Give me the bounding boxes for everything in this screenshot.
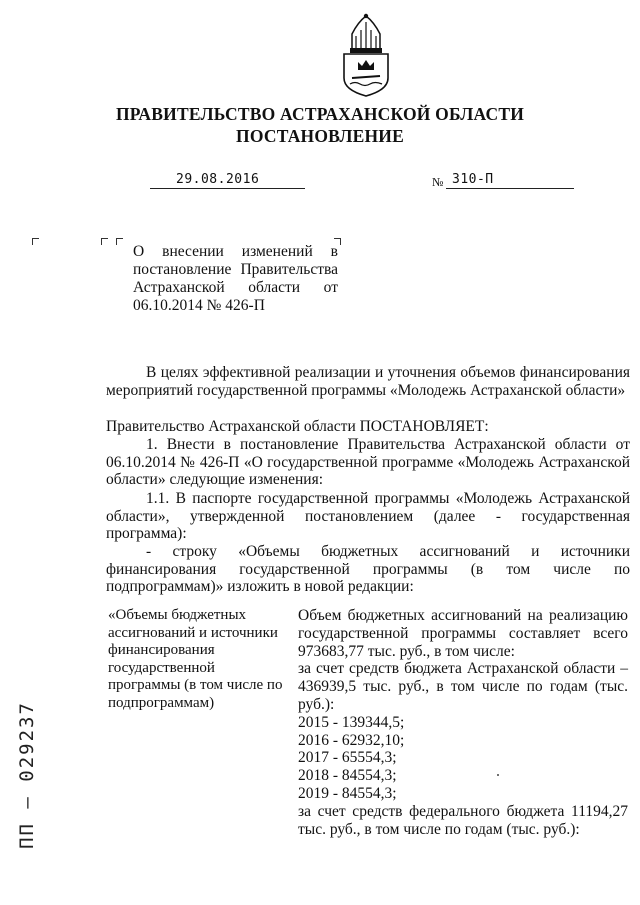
resolves-paragraph: Правительство Астраханской области ПОСТАНОВЛЯЕТ: [106,418,489,435]
funding-year: 2017 - 65554,3; [298,749,397,767]
funding-year: 2018 - 84554,3; [298,767,397,785]
preamble-paragraph: В целях эффективной реализации и уточнения объемов финансирования мероприятий государственной программы «Молодежь Астраханской области» [106,364,630,399]
number-label: № [432,175,444,189]
corner-mark [116,238,123,245]
funding-year: 2016 - 62932,10; [298,731,405,749]
item-1-paragraph: 1. Внести в постановление Правительства Астраханской области от 06.10.2014 № 426-П «О государственной программе «Молодежь Астраханской области» следующие изменения: [106,436,630,488]
table-row-label: «Объемы бюджетных ассигнований и источники финансирования государственной программы (в том числе по подпрограммам) [108,607,283,711]
date-underline [150,188,305,189]
scan-speck [497,774,499,776]
item-dash-paragraph: - строку «Объемы бюджетных ассигнований и источники финансирования государственной программы (в том числе по подпрограммам)» изложить в новой редакции: [106,543,630,595]
document-date: 29.08.2016 [176,172,260,187]
corner-mark [101,238,108,245]
funding-intro: Объем бюджетных ассигнований на реализацию государственной программы составляет всего 973683,77 тыс. руб., в том числе: [298,607,628,660]
coat-of-arms-emblem [338,12,394,98]
document-number: 310-П [452,172,494,187]
corner-mark [32,238,39,245]
serial-number: ПП – 029237 [16,701,38,849]
item-1-1-paragraph: 1.1. В паспорте государственной программы «Молодежь Астраханской области», утвержденной постановлением (далее - государственная программа): [106,490,630,542]
funding-regional: за счет средств бюджета Астраханской области – 436939,5 тыс. руб., в том числе по годам (тыс. руб.): [298,660,628,713]
number-underline [446,188,574,189]
serial-stamp [12,680,42,870]
document-subject: О внесении изменений в постановление Правительства Астраханской области от 06.10.2014 № 426-П [133,243,338,314]
funding-year: 2019 - 84554,3; [298,784,397,802]
funding-federal: за счет средств федерального бюджета 11194,27 тыс. руб., в том числе по годам (тыс. руб.): [298,802,628,838]
government-title: ПРАВИТЕЛЬСТВО АСТРАХАНСКОЙ ОБЛАСТИ [115,104,525,124]
funding-year: 2015 - 139344,5; [298,713,405,731]
document-type: ПОСТАНОВЛЕНИЕ [236,126,404,146]
table-row-content [298,607,628,838]
